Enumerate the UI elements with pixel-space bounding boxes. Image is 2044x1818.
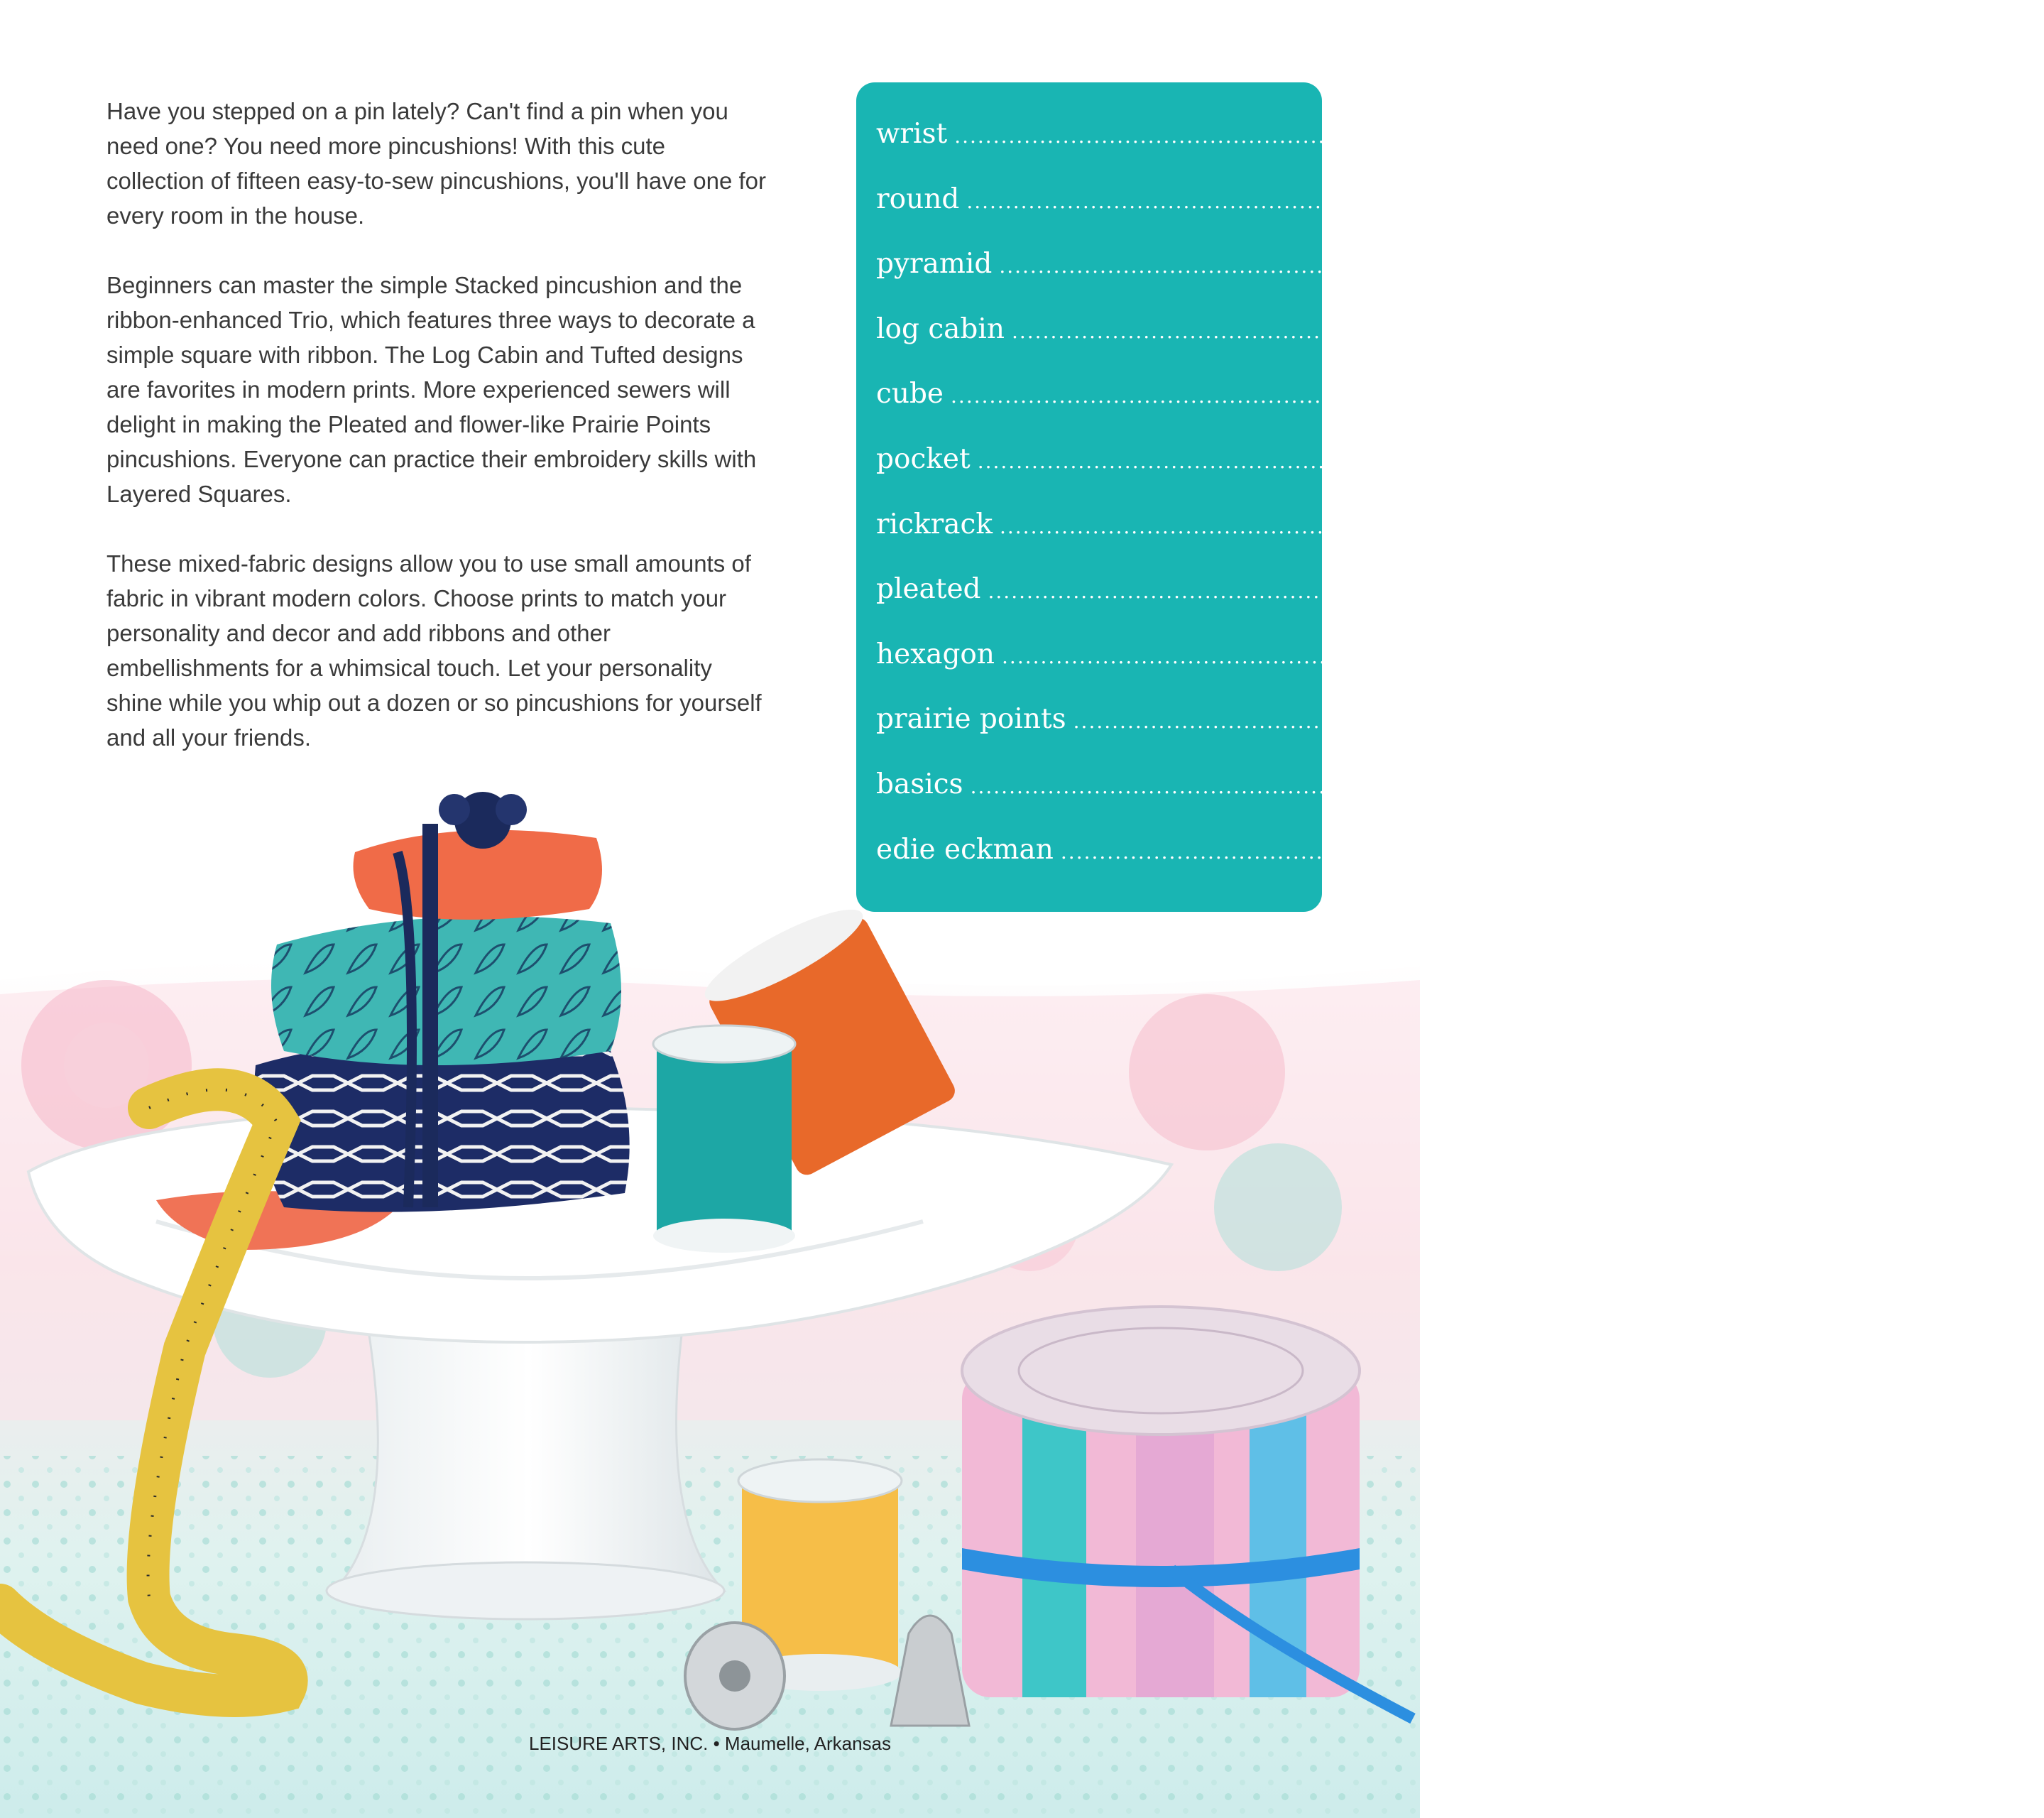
intro-paragraph-1: Have you stepped on a pin lately? Can't find a pin when you need one? You need more pincushions! With this cute collection of fifteen easy-to-sew pincushions, you'll have one for every room in the house.	[106, 98, 766, 229]
toc-entry-label: edie eckman	[876, 833, 1054, 866]
toc-entry[interactable]	[876, 442, 1949, 508]
toc-entry[interactable]	[876, 118, 1925, 183]
toc-entry[interactable]	[876, 183, 1938, 249]
intro-text	[106, 94, 767, 790]
toc-entry-label: pyramid	[876, 248, 993, 281]
toc-entry[interactable]	[876, 508, 1971, 574]
dot-leader: ........................................................................................................................	[1073, 709, 2002, 734]
dot-leader: ........................................................................................................................	[951, 384, 1880, 408]
dot-leader: ........................................................................................................................	[1060, 839, 1989, 864]
intro-paragraph-2: Beginners can master the simple Stacked pincushion and the ribbon-enhanced Trio, which features three ways to decorate a simple square with ribbon. The Log Cabin and Tufted designs are favorites in modern prints. More experienced sewers will delight in making the Pleated and flower-like Prairie Points pincushions. Everyone can practice their embroidery skills with Layered Squares.	[106, 272, 757, 507]
toc-entry-label: basics	[876, 768, 963, 800]
toc-entry-page: 02	[1890, 118, 1925, 150]
toc-entry-label: pocket	[876, 442, 971, 475]
dot-leader: ........................................................................................................................	[999, 254, 1928, 278]
dot-leader: ........................................................................................................................	[977, 449, 1906, 473]
toc-entry[interactable]	[876, 312, 1983, 379]
toc-entry-label: cube	[876, 378, 944, 410]
table-of-contents	[856, 82, 2044, 912]
toc-entry-page: 32	[1996, 833, 2032, 866]
toc-entry-page: 16	[1913, 442, 1949, 475]
toc-entry-page: 10	[1947, 312, 1983, 345]
toc-entry-label: log cabin	[876, 312, 1005, 345]
toc-entry-label: prairie points	[876, 703, 1066, 736]
dot-leader: ........................................................................................................................	[966, 189, 1896, 213]
toc-entry[interactable]	[876, 638, 1973, 704]
toc-entry-page: 22	[1938, 638, 1973, 670]
toc-entry[interactable]	[876, 768, 1942, 834]
dot-leader: ........................................................................................................................	[1011, 319, 1941, 343]
toc-entry-page: 08	[1935, 248, 1970, 281]
dot-leader: ........................................................................................................................	[1002, 644, 1931, 668]
toc-entry-label: hexagon	[876, 638, 995, 670]
dot-leader: ........................................................................................................................	[970, 774, 1899, 798]
toc-entry[interactable]	[876, 248, 1970, 313]
intro-paragraph-3: These mixed-fabric designs allow you to use small amounts of fabric in vibrant modern colors. Choose prints to match your personality and decor and add ribbons and other embellishments for a whimsical touch. Let your personality shine while you whip out a dozen or so pincushions for yourself and all your friends.	[106, 550, 762, 751]
toc-entry-label: rickrack	[876, 508, 993, 540]
toc-entry[interactable]	[876, 703, 2044, 768]
toc-entry-page: 17	[1935, 508, 1971, 540]
dot-leader: ........................................................................................................................	[999, 514, 1929, 538]
toc-entry[interactable]	[876, 378, 1922, 443]
toc-entry-label: round	[876, 183, 960, 215]
publisher-imprint: LEISURE ARTS, INC. • Maumelle, Arkansas	[528, 1733, 892, 1754]
toc-entry[interactable]	[876, 833, 2032, 899]
toc-entry-page: 26	[2009, 703, 2044, 736]
toc-entry-page: 31	[1906, 768, 1942, 800]
toc-entry-page: 20	[1923, 573, 1960, 606]
dot-leader: ........................................................................................................................	[954, 124, 1884, 148]
toc-entry-page: 12	[1886, 378, 1922, 410]
toc-entry-page: 04	[1902, 183, 1938, 215]
toc-entry[interactable]	[876, 573, 1960, 638]
toc-entry-label: wrist	[876, 118, 948, 150]
toc-entry-label: pleated	[876, 573, 981, 606]
dot-leader: ........................................................................................................................	[988, 579, 1917, 604]
